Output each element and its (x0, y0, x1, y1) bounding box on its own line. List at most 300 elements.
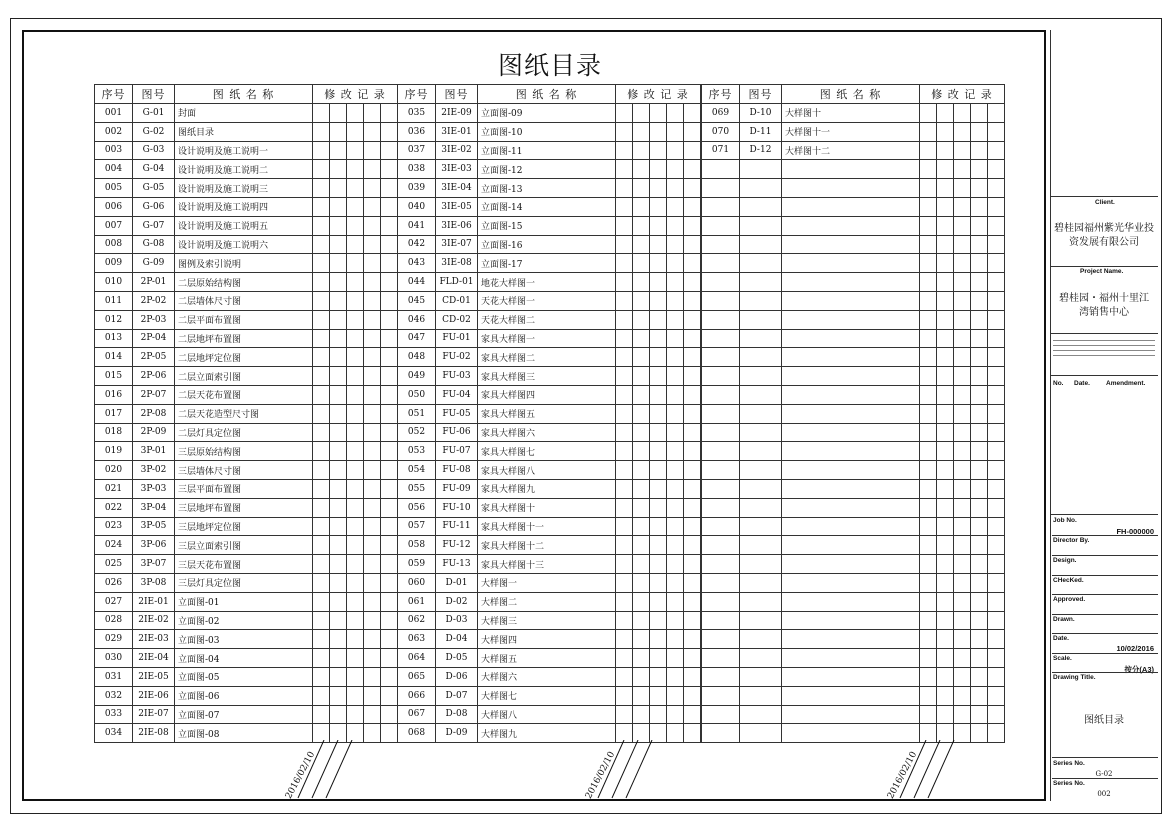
cell-revision (633, 517, 650, 536)
cell-revision (633, 649, 650, 668)
table-row (702, 348, 1005, 367)
cell-name (782, 254, 920, 273)
cell-revision (633, 667, 650, 686)
cell-revision (650, 310, 667, 329)
cell-revision (381, 104, 398, 123)
cell-revision (684, 667, 701, 686)
cell-revision (954, 592, 971, 611)
cell-revision (381, 291, 398, 310)
cell-code: 2P-03 (133, 310, 175, 329)
cell-num: 011 (95, 291, 133, 310)
cell-revision (954, 517, 971, 536)
table-row (398, 197, 701, 216)
cell-revision (667, 329, 684, 348)
cell-revision (971, 423, 988, 442)
cell-revision (330, 573, 347, 592)
cell-revision (684, 385, 701, 404)
cell-revision (616, 498, 633, 517)
catalog-table-2 (397, 84, 701, 743)
cell-revision (347, 254, 364, 273)
cell-revision (937, 498, 954, 517)
cell-revision (988, 385, 1005, 404)
cell-revision (313, 479, 330, 498)
cell-code: 2P-08 (133, 404, 175, 423)
cell-revision (920, 216, 937, 235)
cell-revision (971, 179, 988, 198)
cell-revision (633, 686, 650, 705)
cell-revision (954, 310, 971, 329)
cell-num (702, 367, 740, 386)
cell-revision (364, 498, 381, 517)
cell-revision (381, 348, 398, 367)
cell-revision (937, 122, 954, 141)
cell-num (702, 329, 740, 348)
table-row (398, 592, 701, 611)
cell-revision (347, 705, 364, 724)
table-row (398, 160, 701, 179)
cell-revision (667, 442, 684, 461)
cell-revision (330, 367, 347, 386)
cell-revision (971, 573, 988, 592)
cell-revision (313, 423, 330, 442)
cell-revision (954, 179, 971, 198)
table-row (398, 479, 701, 498)
cell-revision (684, 348, 701, 367)
cell-name: 三层地坪定位图 (175, 517, 313, 536)
cell-num: 056 (398, 498, 436, 517)
table-row (702, 310, 1005, 329)
cell-revision (313, 197, 330, 216)
cell-revision (330, 498, 347, 517)
title-block-divider (1050, 30, 1051, 801)
cell-revision (988, 517, 1005, 536)
cell-code: 3P-07 (133, 555, 175, 574)
cell-name: 家具大样图八 (478, 461, 616, 480)
cell-revision (954, 404, 971, 423)
cell-code: G-05 (133, 179, 175, 198)
table-row (702, 197, 1005, 216)
table-row (702, 367, 1005, 386)
table-row (702, 254, 1005, 273)
cell-name: 立面图-09 (478, 104, 616, 123)
table-header-row (398, 85, 701, 104)
cell-num: 032 (95, 686, 133, 705)
cell-revision (684, 329, 701, 348)
cell-revision (920, 630, 937, 649)
cell-revision (920, 479, 937, 498)
cell-name: 家具大样图一 (478, 329, 616, 348)
cell-revision (633, 216, 650, 235)
cell-revision (347, 104, 364, 123)
cell-revision (920, 310, 937, 329)
cell-code: 3IE-02 (436, 141, 478, 160)
cell-revision (364, 705, 381, 724)
table-row (95, 385, 398, 404)
catalog-table (701, 84, 1005, 743)
cell-name: 三层平面布置图 (175, 479, 313, 498)
header-revisions: 修 改 记 录 (920, 85, 1005, 104)
cell-revision (988, 179, 1005, 198)
cell-num: 020 (95, 461, 133, 480)
cell-num: 068 (398, 724, 436, 743)
cell-name: 家具大样图十二 (478, 536, 616, 555)
cell-revision (988, 442, 1005, 461)
cell-revision (667, 404, 684, 423)
cell-revision (650, 536, 667, 555)
cell-revision (364, 573, 381, 592)
cell-revision (347, 442, 364, 461)
cell-num: 036 (398, 122, 436, 141)
cell-code (740, 385, 782, 404)
cell-revision (684, 573, 701, 592)
cell-revision (954, 630, 971, 649)
cell-code: 2P-06 (133, 367, 175, 386)
cell-revision (684, 649, 701, 668)
table-row (702, 592, 1005, 611)
cell-revision (988, 649, 1005, 668)
cell-revision (381, 517, 398, 536)
table-row (95, 630, 398, 649)
cell-revision (667, 254, 684, 273)
cell-revision (650, 141, 667, 160)
table-row (95, 254, 398, 273)
cell-name: 大样图八 (478, 705, 616, 724)
cell-revision (988, 367, 1005, 386)
cell-revision (330, 649, 347, 668)
cell-revision (633, 630, 650, 649)
cell-revision (937, 536, 954, 555)
cell-name (782, 442, 920, 461)
cell-revision (330, 179, 347, 198)
cell-code: 2P-09 (133, 423, 175, 442)
cell-revision (650, 592, 667, 611)
cell-revision (616, 122, 633, 141)
cell-revision (313, 705, 330, 724)
cell-name (782, 385, 920, 404)
cell-num (702, 179, 740, 198)
cell-revision (633, 611, 650, 630)
table-row (95, 273, 398, 292)
cell-revision (937, 404, 954, 423)
cell-revision (650, 273, 667, 292)
table-row (398, 179, 701, 198)
cell-revision (937, 442, 954, 461)
cell-num (702, 160, 740, 179)
cell-revision (381, 235, 398, 254)
cell-name (782, 498, 920, 517)
cell-num (702, 592, 740, 611)
table-row (398, 141, 701, 160)
cell-num: 066 (398, 686, 436, 705)
cell-revision (364, 385, 381, 404)
cell-revision (667, 348, 684, 367)
cell-num (702, 216, 740, 235)
cell-name: 设计说明及施工说明五 (175, 216, 313, 235)
cell-revision (633, 310, 650, 329)
cell-revision (971, 611, 988, 630)
cell-num (702, 498, 740, 517)
cell-name (782, 611, 920, 630)
cell-revision (616, 254, 633, 273)
drawing-title-label: Drawing Title. (1053, 674, 1096, 681)
scale-label: Scale. (1053, 655, 1072, 662)
cell-name: 设计说明及施工说明六 (175, 235, 313, 254)
cell-code: 2P-04 (133, 329, 175, 348)
cell-revision (650, 404, 667, 423)
cell-revision (381, 141, 398, 160)
cell-code: D-08 (436, 705, 478, 724)
cell-code: 3P-02 (133, 461, 175, 480)
cell-revision (347, 197, 364, 216)
cell-revision (684, 122, 701, 141)
cell-name: 家具大样图六 (478, 423, 616, 442)
cell-name (782, 686, 920, 705)
cell-revision (684, 517, 701, 536)
cell-revision (650, 122, 667, 141)
cell-num (702, 461, 740, 480)
cell-revision (667, 291, 684, 310)
job-no-label: Job No. (1053, 517, 1077, 524)
cell-revision (633, 141, 650, 160)
cell-revision (330, 310, 347, 329)
cell-revision (616, 705, 633, 724)
cell-code: G-02 (133, 122, 175, 141)
cell-num: 042 (398, 235, 436, 254)
table-row (95, 479, 398, 498)
cell-revision (684, 291, 701, 310)
cell-num: 060 (398, 573, 436, 592)
table-row (398, 649, 701, 668)
cell-revision (347, 423, 364, 442)
cell-revision (684, 104, 701, 123)
cell-revision (920, 367, 937, 386)
cell-num (702, 573, 740, 592)
cell-revision (971, 273, 988, 292)
cell-revision (937, 649, 954, 668)
cell-revision (988, 461, 1005, 480)
cell-num (702, 686, 740, 705)
cell-num: 027 (95, 592, 133, 611)
cell-name: 封面 (175, 104, 313, 123)
cell-revision (954, 367, 971, 386)
series-no-label-1: Series No. (1053, 760, 1085, 767)
table-row (398, 348, 701, 367)
cell-revision (988, 216, 1005, 235)
cell-name: 立面图-13 (478, 179, 616, 198)
cell-revision (684, 367, 701, 386)
cell-revision (633, 197, 650, 216)
table-row (95, 592, 398, 611)
cell-num: 049 (398, 367, 436, 386)
cell-revision (937, 273, 954, 292)
cell-revision (381, 385, 398, 404)
cell-revision (633, 160, 650, 179)
cell-code: FU-03 (436, 367, 478, 386)
cell-code (740, 179, 782, 198)
cell-num: 070 (702, 122, 740, 141)
cell-revision (364, 517, 381, 536)
cell-revision (988, 498, 1005, 517)
cell-revision (650, 367, 667, 386)
table-row (398, 385, 701, 404)
cell-revision (920, 104, 937, 123)
cell-code (740, 592, 782, 611)
table-row (702, 179, 1005, 198)
cell-revision (684, 442, 701, 461)
cell-num (702, 705, 740, 724)
cell-revision (971, 385, 988, 404)
cell-revision (364, 423, 381, 442)
cell-code (740, 611, 782, 630)
cell-revision (667, 667, 684, 686)
cell-name: 立面图-14 (478, 197, 616, 216)
table-row (95, 686, 398, 705)
cell-revision (381, 479, 398, 498)
cell-revision (650, 630, 667, 649)
cell-num (702, 254, 740, 273)
cell-revision (633, 104, 650, 123)
cell-code (740, 235, 782, 254)
title-block (1050, 30, 1158, 801)
cell-revision (667, 385, 684, 404)
cell-revision (313, 404, 330, 423)
table-row (95, 310, 398, 329)
cell-revision (616, 348, 633, 367)
cell-revision (381, 498, 398, 517)
table-header-row (702, 85, 1005, 104)
cell-revision (633, 536, 650, 555)
cell-revision (313, 141, 330, 160)
table-row (398, 667, 701, 686)
cell-revision (971, 291, 988, 310)
cell-revision (937, 517, 954, 536)
cell-code: 3P-06 (133, 536, 175, 555)
cell-name: 立面图-07 (175, 705, 313, 724)
cell-code: 2P-02 (133, 291, 175, 310)
cell-name: 立面图-15 (478, 216, 616, 235)
table-row (398, 329, 701, 348)
cell-name: 大样图二 (478, 592, 616, 611)
table-row (95, 216, 398, 235)
cell-code: 2IE-09 (436, 104, 478, 123)
cell-revision (650, 498, 667, 517)
cell-name (782, 555, 920, 574)
cell-revision (616, 686, 633, 705)
cell-revision (684, 592, 701, 611)
cell-num: 045 (398, 291, 436, 310)
cell-revision (684, 254, 701, 273)
cell-code: 2P-07 (133, 385, 175, 404)
cell-name: 二层墙体尺寸图 (175, 291, 313, 310)
cell-revision (313, 160, 330, 179)
table-row (702, 498, 1005, 517)
cell-revision (667, 630, 684, 649)
cell-revision (330, 254, 347, 273)
cell-revision (650, 667, 667, 686)
cell-name: 二层灯具定位图 (175, 423, 313, 442)
cell-revision (330, 160, 347, 179)
cell-revision (971, 649, 988, 668)
cell-name: 二层立面索引图 (175, 367, 313, 386)
cell-revision (650, 686, 667, 705)
cell-revision (364, 141, 381, 160)
cell-revision (954, 122, 971, 141)
cell-name: 家具大样图九 (478, 479, 616, 498)
cell-revision (684, 179, 701, 198)
cell-name (782, 404, 920, 423)
table-row (702, 536, 1005, 555)
cell-revision (364, 536, 381, 555)
cell-name (782, 310, 920, 329)
cell-code: 2IE-05 (133, 667, 175, 686)
cell-revision (650, 160, 667, 179)
cell-revision (313, 686, 330, 705)
cell-revision (347, 329, 364, 348)
cell-revision (330, 630, 347, 649)
cell-revision (988, 329, 1005, 348)
cell-revision (920, 705, 937, 724)
cell-revision (364, 611, 381, 630)
scale-value: 按分(A3) (1124, 665, 1154, 674)
cell-revision (988, 197, 1005, 216)
cell-revision (313, 310, 330, 329)
cell-revision (313, 179, 330, 198)
cell-num: 040 (398, 197, 436, 216)
general-notes (1053, 338, 1155, 356)
cell-revision (364, 160, 381, 179)
cell-revision (971, 160, 988, 179)
cell-revision (650, 573, 667, 592)
table-row (398, 461, 701, 480)
cell-revision (971, 197, 988, 216)
cell-name: 家具大样图四 (478, 385, 616, 404)
cell-revision (667, 498, 684, 517)
cell-code: D-10 (740, 104, 782, 123)
cell-revision (313, 348, 330, 367)
cell-code: 3IE-08 (436, 254, 478, 273)
cell-code: FU-01 (436, 329, 478, 348)
cell-num: 035 (398, 104, 436, 123)
cell-revision (381, 254, 398, 273)
cell-code (740, 160, 782, 179)
cell-revision (988, 310, 1005, 329)
header-code: 图号 (740, 85, 782, 104)
table-row (702, 235, 1005, 254)
cell-revision (667, 197, 684, 216)
cell-revision (381, 630, 398, 649)
cell-revision (954, 461, 971, 480)
cell-name (782, 273, 920, 292)
cell-code: FU-12 (436, 536, 478, 555)
cell-revision (330, 517, 347, 536)
cell-revision (988, 592, 1005, 611)
cell-revision (971, 329, 988, 348)
cell-revision (347, 686, 364, 705)
cell-num (702, 197, 740, 216)
table-row (398, 555, 701, 574)
cell-revision (954, 141, 971, 160)
cell-revision (937, 179, 954, 198)
cell-revision (988, 404, 1005, 423)
cell-revision (616, 423, 633, 442)
cell-revision (313, 329, 330, 348)
cell-name: 家具大样图十三 (478, 555, 616, 574)
cell-code (740, 724, 782, 743)
cell-revision (650, 517, 667, 536)
cell-revision (347, 517, 364, 536)
header-name: 图 纸 名 称 (478, 85, 616, 104)
cell-revision (330, 235, 347, 254)
